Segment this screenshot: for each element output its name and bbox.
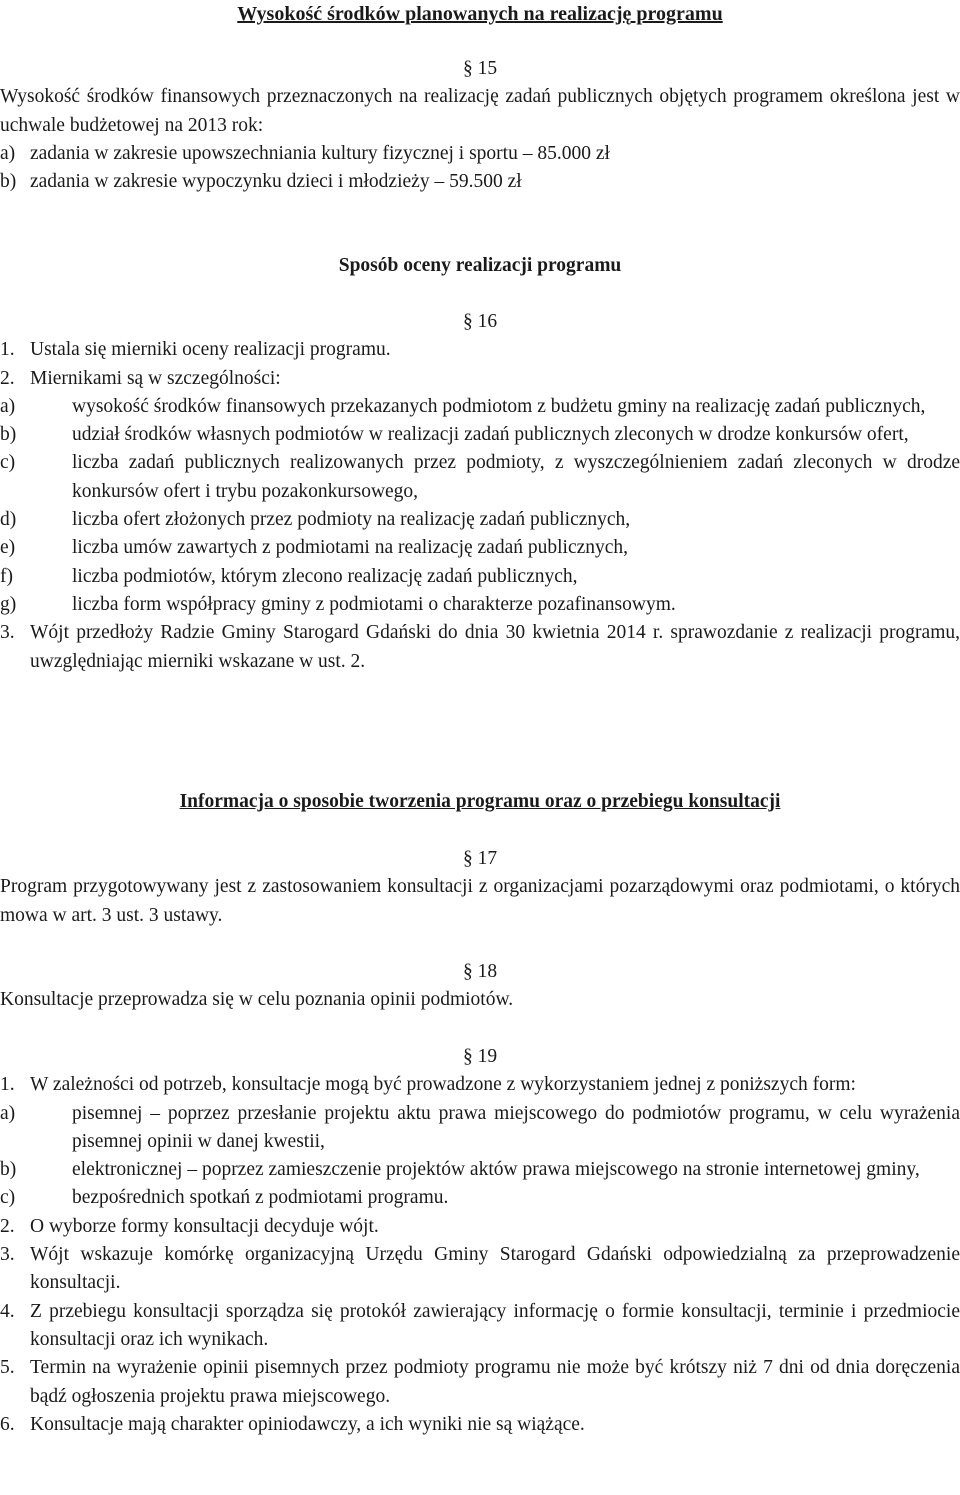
list-marker: c)	[0, 452, 16, 474]
section-consultations	[0, 788, 960, 816]
paragraph-number-value: 18	[477, 961, 498, 982]
section-evaluation	[0, 252, 960, 280]
numbered-point	[0, 619, 960, 676]
point-marker: 1.	[0, 1074, 15, 1096]
budget-intro-text: Wysokość środków finansowych przeznaczonych na realizację zadań publicznych objętych programem określona jest w uchwale budżetowej na 2013 rok:	[0, 86, 960, 136]
numbered-point	[0, 336, 960, 364]
list-item-text: udział środków własnych podmiotów w realizacji zadań publicznych zleconych w drodze konkursów ofert,	[72, 424, 909, 446]
list-marker: a)	[0, 395, 16, 417]
paragraph-17-text: Program przygotowywany jest z zastosowaniem konsultacji z organizacjami pozarządowymi oraz podmiotami, o których mowa w art. 3 ust. 3 ustawy.	[0, 876, 960, 926]
list-marker: b)	[0, 1159, 17, 1181]
section-heading-consultations: Informacja o sposobie tworzenia programu oraz o przebiegu konsultacji	[179, 791, 781, 812]
point-text: Termin na wyrażenie opinii pisemnych przez podmioty programu nie może być krótszy niż 7 dni od dnia doręczenia bądź ogłoszenia projektu prawa miejscowego.	[30, 1357, 960, 1407]
point-marker: 5.	[0, 1357, 15, 1379]
paragraph-number-15: § 15	[462, 58, 498, 79]
list-item	[0, 1156, 960, 1184]
paragraph-18-text: Konsultacje przeprowadza się w celu poznania opinii podmiotów.	[0, 989, 514, 1011]
point-text: O wyborze formy konsultacji decyduje wójt.	[30, 1215, 379, 1237]
point-marker: 3.	[0, 622, 15, 644]
paragraph-16	[0, 308, 960, 676]
list-item-text: zadania w zakresie wypoczynku dzieci i młodzieży – 59.500 zł	[30, 171, 522, 193]
point-marker: 6.	[0, 1413, 15, 1435]
paragraph-19	[0, 1043, 960, 1439]
list-item-text: liczba zadań publicznych realizowanych przez podmioty, z wyszczególnieniem zadań zleconych w drodze konkursów ofert i trybu pozakonkursowego,	[72, 452, 960, 502]
point-text: Wójt wskazuje komórkę organizacyjną Urzędu Gminy Starogard Gdański odpowiedzialną za przeprowadzenie konsultacji.	[30, 1244, 960, 1294]
list-item	[0, 591, 960, 619]
point-text: Konsultacje mają charakter opiniodawczy, a ich wyniki nie są wiążące.	[30, 1413, 585, 1435]
list-marker: d)	[0, 509, 17, 531]
list-marker: c)	[0, 1187, 16, 1209]
section-heading-evaluation: Sposób oceny realizacji programu	[338, 255, 622, 276]
point-text: Miernikami są w szczególności:	[30, 367, 281, 389]
paragraph-number-value: 16	[477, 311, 498, 332]
paragraph-18	[0, 958, 960, 1015]
list-item	[0, 140, 960, 168]
list-item	[0, 534, 960, 562]
list-item-text: zadania w zakresie upowszechniania kultury fizycznej i sportu – 85.000 zł	[30, 142, 610, 164]
list-item-text: liczba podmiotów, którym zlecono realizację zadań publicznych,	[72, 565, 578, 587]
paragraph-number-value: 19	[477, 1046, 498, 1067]
point-marker: 3.	[0, 1244, 15, 1266]
numbered-point	[0, 365, 960, 393]
list-item	[0, 449, 960, 506]
numbered-point	[0, 1241, 960, 1298]
list-item-text: liczba ofert złożonych przez podmioty na realizację zadań publicznych,	[72, 509, 631, 531]
paragraph-number-16: § 16	[462, 311, 498, 332]
paragraph-15	[0, 55, 960, 196]
list-item	[0, 421, 960, 449]
point-text: Z przebiegu konsultacji sporządza się protokół zawierający informację o formie konsultacji, terminie i przedmiocie konsultacji oraz ich wynikach.	[30, 1300, 960, 1350]
list-item-text: liczba form współpracy gminy z podmiotami o charakterze pozafinansowym.	[72, 593, 676, 615]
criteria-list	[0, 393, 960, 619]
point-text: Wójt przedłoży Radzie Gminy Starogard Gdański do dnia 30 kwietnia 2014 r. sprawozdanie z realizacji programu, uwzględniając mierniki wskazane w ust. 2.	[30, 622, 960, 672]
list-marker: b)	[0, 171, 17, 193]
list-item-text: bezpośrednich spotkań z podmiotami programu.	[72, 1187, 449, 1209]
list-marker: b)	[0, 424, 17, 446]
list-marker: a)	[0, 142, 16, 164]
paragraph-number-17: § 17	[462, 848, 498, 869]
list-item-text: wysokość środków finansowych przekazanych podmiotom z budżetu gminy na realizację zadań publicznych,	[72, 395, 926, 417]
list-item-text: elektronicznej – poprzez zamieszczenie projektów aktów prawa miejscowego na stronie internetowej gminy,	[72, 1159, 920, 1181]
numbered-point	[0, 1411, 960, 1439]
point-text: W zależności od potrzeb, konsultacje mogą być prowadzone z wykorzystaniem jednej z poniższych form:	[30, 1074, 856, 1096]
list-item	[0, 1184, 960, 1212]
list-item	[0, 393, 960, 421]
list-item	[0, 1100, 960, 1157]
point-marker: 4.	[0, 1300, 15, 1322]
list-item	[0, 563, 960, 591]
paragraph-number-value: 15	[477, 58, 498, 79]
numbered-point	[0, 1298, 960, 1355]
point-text: Ustala się mierniki oceny realizacji programu.	[30, 339, 391, 361]
list-item	[0, 168, 960, 196]
list-marker: g)	[0, 593, 17, 615]
section-heading-budget: Wysokość środków planowanych na realizację programu	[237, 3, 723, 25]
paragraph-number-value: 17	[477, 848, 498, 869]
section-budget	[0, 0, 960, 28]
numbered-point	[0, 1354, 960, 1411]
paragraph-17	[0, 845, 960, 930]
list-item-text: pisemnej – poprzez przesłanie projektu aktu prawa miejscowego do podmiotów programu, w celu wyrażenia pisemnej opinii w danej kwestii,	[72, 1102, 960, 1152]
paragraph-number-19: § 19	[462, 1046, 498, 1067]
list-marker: f)	[0, 565, 13, 587]
point-marker: 1.	[0, 339, 15, 361]
list-marker: e)	[0, 537, 16, 559]
list-item-text: liczba umów zawartych z podmiotami na realizację zadań publicznych,	[72, 537, 629, 559]
point-marker: 2.	[0, 367, 15, 389]
list-marker: a)	[0, 1102, 16, 1124]
numbered-point	[0, 1071, 960, 1099]
list-item	[0, 506, 960, 534]
numbered-point	[0, 1213, 960, 1241]
consultation-forms-list	[0, 1100, 960, 1213]
paragraph-number-18: § 18	[462, 961, 498, 982]
point-marker: 2.	[0, 1215, 15, 1237]
